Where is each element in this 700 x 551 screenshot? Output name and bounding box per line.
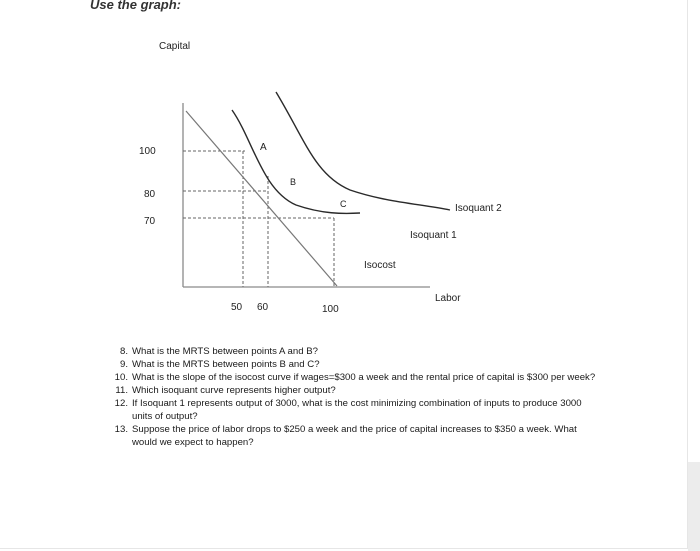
question-item bbox=[108, 345, 598, 358]
point-a-label: A bbox=[260, 142, 267, 153]
scrollbar-track[interactable] bbox=[688, 462, 700, 551]
question-item bbox=[108, 397, 598, 423]
isoquant-2-curve bbox=[276, 92, 450, 210]
question-text: Suppose the price of labor drops to $250 a week and the price of capital increases to $350 a week. What would we expect to happen? bbox=[132, 424, 577, 448]
question-number: 11. bbox=[115, 385, 128, 396]
question-list bbox=[108, 345, 598, 449]
y-tick-100: 100 bbox=[139, 146, 156, 157]
point-b-label: B bbox=[290, 177, 297, 187]
question-number: 8. bbox=[119, 346, 128, 357]
isocost-line bbox=[186, 111, 337, 286]
question-text: What is the MRTS between points B and C? bbox=[132, 359, 320, 370]
y-tick-80: 80 bbox=[144, 189, 156, 200]
question-item bbox=[108, 371, 598, 384]
question-text: What is the MRTS between points A and B? bbox=[132, 346, 318, 357]
point-c-label: C bbox=[340, 199, 347, 209]
question-text: If Isoquant 1 represents output of 3000, what is the cost minimizing combination of inputs to produce 3000 units of output? bbox=[132, 398, 582, 422]
question-item bbox=[108, 384, 598, 397]
question-text: What is the slope of the isocost curve if wages=$300 a week and the rental price of capital is $300 per week? bbox=[132, 372, 596, 383]
isocost-label: Isocost bbox=[364, 260, 396, 271]
question-number: 13. bbox=[114, 424, 128, 435]
question-number: 10. bbox=[114, 372, 128, 383]
isoquant-1-curve bbox=[232, 110, 360, 213]
question-number: 12. bbox=[114, 398, 128, 409]
isoquant-2-label: Isoquant 2 bbox=[455, 203, 502, 214]
question-text: Which isoquant curve represents higher output? bbox=[132, 385, 336, 396]
question-item bbox=[108, 423, 598, 449]
y-tick-70: 70 bbox=[144, 216, 156, 227]
instructions-heading: Use the graph: bbox=[90, 0, 182, 12]
question-number: 9. bbox=[119, 359, 128, 370]
x-axis-label: Labor bbox=[435, 293, 461, 304]
x-tick-50: 50 bbox=[231, 302, 243, 313]
x-tick-60: 60 bbox=[257, 302, 269, 313]
guide-lines bbox=[183, 151, 334, 287]
isoquant-1-label: Isoquant 1 bbox=[410, 230, 457, 241]
question-item bbox=[108, 358, 598, 371]
x-tick-100: 100 bbox=[322, 304, 339, 315]
y-axis-label: Capital bbox=[159, 41, 191, 52]
